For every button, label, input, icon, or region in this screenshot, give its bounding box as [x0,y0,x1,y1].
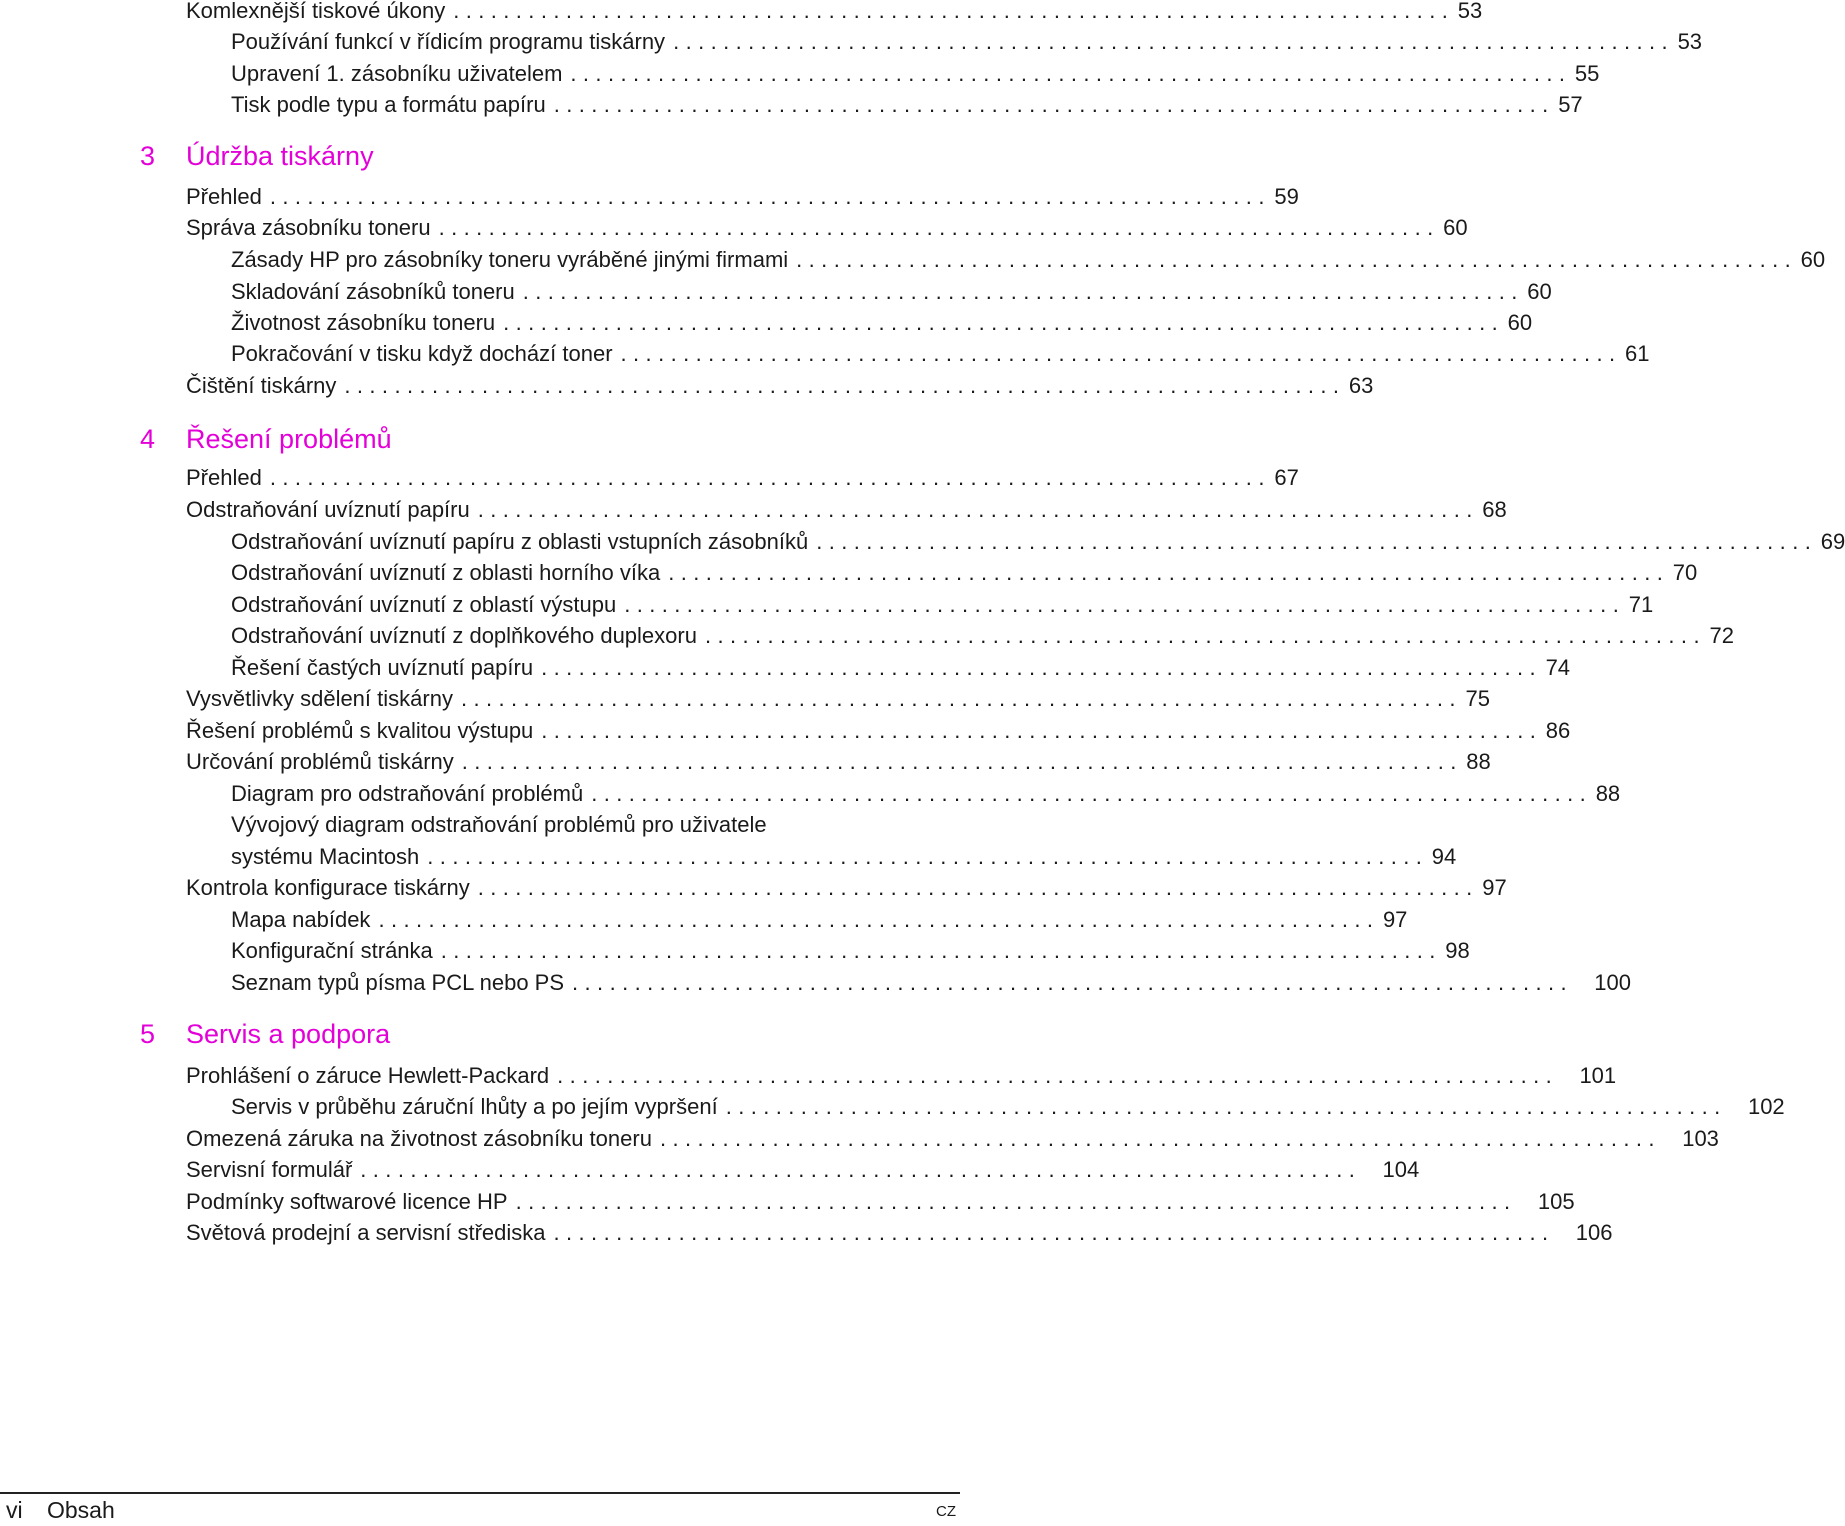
chapter-number: 5 [140,1019,156,1049]
dot-leader: ................................................................................ [557,1063,1559,1088]
chapter-number: 3 [140,141,156,171]
dot-leader: ................................................................................ [477,875,1479,900]
toc-entry[interactable] [231,277,1552,307]
footer-language-code: CZ [936,1503,956,1520]
dot-leader: ................................................................................ [624,592,1626,617]
toc-entry-label: Diagram pro odstraňování problémů [231,781,584,806]
toc-page-number: 104 [1382,1157,1420,1182]
chapter-heading [0,421,960,457]
toc-entry-label: Světová prodejní a servisní střediska [186,1220,546,1245]
dot-leader: ................................................................................ [620,341,1622,366]
toc-entry[interactable] [186,873,1507,903]
toc-entry[interactable] [231,621,1734,651]
toc-entry[interactable] [231,842,1457,872]
dot-leader: ................................................................................ [816,529,1818,554]
toc-entry-label: Odstraňování uvíznutí z oblastí výstupu [231,592,617,617]
dot-leader: ................................................................................ [360,1157,1362,1182]
dot-leader: ................................................................................ [796,247,1798,272]
dot-leader: ................................................................................ [344,373,1346,398]
toc-entry-label: Přehled [186,465,262,490]
footer-section-title: Obsah [47,1497,115,1523]
toc-page-number: 60 [1507,310,1533,335]
toc-entry[interactable] [231,936,1470,966]
toc-page-number: 75 [1465,686,1490,711]
toc-entry[interactable] [231,339,1650,369]
dot-leader: ................................................................................ [572,970,1574,995]
toc-entry-label: Přehled [186,184,262,209]
toc-entry-label: Vysvětlivky sdělení tiskárny [186,686,453,711]
toc-page-number: 63 [1348,373,1374,398]
toc-entry-label: Vývojový diagram odstraňování problémů pro uživatele [231,812,767,837]
chapter-heading [0,138,960,174]
chapter-number: 4 [140,424,156,454]
toc-entry-label: Mapa nabídek [231,907,371,932]
toc-page-number: 60 [1800,247,1826,272]
toc-entry[interactable] [231,653,1571,683]
toc-entry-label: Konfigurační stránka [231,938,433,963]
toc-page-number: 57 [1558,92,1583,117]
toc-entry-label: Zásady HP pro zásobníky toneru vyráběné jinými firmami [231,247,789,272]
toc-entry[interactable] [186,495,1507,525]
toc-page-number: 53 [1677,29,1703,54]
toc-page-number: 105 [1537,1189,1575,1214]
toc-entry-label: Skladování zásobníků toneru [231,279,515,304]
toc-entry[interactable] [231,905,1408,935]
toc-entry-label: Odstraňování uvíznutí papíru z oblasti vstupních zásobníků [231,529,809,554]
toc-page-number: 68 [1482,497,1507,522]
dot-leader: ................................................................................ [704,623,1706,648]
toc-entry-label: Pokračování v tisku když dochází toner [231,341,613,366]
dot-leader: ................................................................................ [378,907,1380,932]
dot-leader: ................................................................................ [460,686,1462,711]
toc-page-number: 103 [1682,1126,1719,1151]
toc-entry-label: Odstraňování uvíznutí papíru [186,497,470,522]
dot-leader: ................................................................................ [570,61,1572,86]
toc-entry-label: Řešení častých uvíznutí papíru [231,655,534,680]
toc-page-number: 102 [1747,1094,1785,1119]
toc-entry-label: Správa zásobníku toneru [186,215,431,240]
toc-page-number: 60 [1527,279,1552,304]
chapter-heading [0,1016,960,1052]
toc-entry-label: Prohlášení o záruce Hewlett-Packard [186,1063,550,1088]
dot-leader: ................................................................................ [659,1126,1661,1151]
dot-leader: ................................................................................ [725,1094,1727,1119]
toc-page-number: 55 [1574,61,1600,86]
toc-entry[interactable] [231,90,1583,120]
toc-page-number: 61 [1625,341,1650,366]
toc-entry-label: Životnost zásobníku toneru [231,310,496,335]
toc-entry-label: Omezená záruka na životnost zásobníku toneru [186,1126,652,1151]
dot-leader: ................................................................................ [438,215,1440,240]
dot-leader: ................................................................................ [515,1189,1517,1214]
toc-entry[interactable] [231,527,1845,557]
toc-entry[interactable] [231,245,1826,275]
toc-page-number: 97 [1382,907,1408,932]
chapter-title: Údržba tiskárny [186,141,374,171]
toc-page-number: 88 [1595,781,1621,806]
toc-page-number: 71 [1628,592,1654,617]
toc-page-number: 88 [1466,749,1491,774]
toc-page-number: 106 [1575,1220,1613,1245]
toc-entry[interactable] [186,463,1299,493]
toc-entry[interactable] [186,1218,1613,1248]
dot-leader: ................................................................................ [553,1220,1555,1245]
toc-entry[interactable] [231,590,1654,620]
toc-page-number: 86 [1545,718,1571,743]
toc-entry-label: Upravení 1. zásobníku uživatelem [231,61,563,86]
toc-entry[interactable] [186,747,1491,777]
toc-page-number: 101 [1579,1063,1617,1088]
dot-leader: ................................................................................ [673,29,1675,54]
toc-entry-label: Servis v průběhu záruční lhůty a po jejím vypršení [231,1094,718,1119]
dot-leader: ................................................................................ [522,279,1524,304]
toc-page-number: 67 [1274,465,1299,490]
dot-leader: ................................................................................ [427,844,1429,869]
toc-entry-label: Odstraňování uvíznutí z doplňkového duplexoru [231,623,697,648]
toc-entry-label: Kontrola konfigurace tiskárny [186,875,470,900]
dot-leader: ................................................................................ [477,497,1479,522]
dot-leader: ................................................................................ [453,0,1455,23]
toc-entry[interactable] [186,716,1571,746]
toc-entry[interactable] [231,558,1698,588]
toc-entry-label: Tisk podle typu a formátu papíru [231,92,546,117]
chapter-title: Servis a podpora [186,1019,391,1049]
dot-leader: ................................................................................ [541,655,1543,680]
toc-entry[interactable] [186,684,1490,714]
footer-rule [0,1492,960,1494]
toc-page-number: 98 [1445,938,1470,963]
toc-page-number: 97 [1482,875,1507,900]
dot-leader: ................................................................................ [553,92,1555,117]
toc-page-number: 60 [1443,215,1468,240]
toc-entry[interactable] [186,371,1374,401]
toc-entry-label: Řešení problémů s kvalitou výstupu [186,718,534,743]
toc-entry[interactable] [231,59,1600,89]
toc-entry[interactable] [231,308,1533,338]
toc-page-number: 59 [1274,184,1299,209]
toc-entry-label: Komlexnější tiskové úkony [186,0,446,23]
toc-entry-label: Určování problémů tiskárny [186,749,454,774]
toc-page-number: 69 [1820,529,1845,554]
toc-entry[interactable] [186,1155,1420,1185]
toc-entry-label: Seznam typů písma PCL nebo PS [231,970,565,995]
toc-entry[interactable] [186,0,1483,26]
dot-leader: ................................................................................ [541,718,1543,743]
toc-entry[interactable] [186,1061,1617,1091]
toc-entry-label: Podmínky softwarové licence HP [186,1189,508,1214]
toc-entry[interactable] [186,213,1468,243]
toc-entry-label: systému Macintosh [231,844,420,869]
toc-entry-label: Čištění tiskárny [186,373,337,398]
toc-entry-label: Používání funkcí v řídicím programu tiskárny [231,29,666,54]
toc-entry[interactable] [186,182,1299,212]
dot-leader: ................................................................................ [591,781,1593,806]
toc-page-number: 74 [1545,655,1571,680]
footer-page-number: vi [6,1497,23,1523]
toc-entry-label: Servisní formulář [186,1157,353,1182]
toc-page-number: 72 [1709,623,1734,648]
toc-entry[interactable] [231,1092,1785,1122]
toc-entry[interactable] [186,1187,1575,1217]
toc-page-number: 53 [1457,0,1483,23]
dot-leader: ................................................................................ [269,465,1271,490]
chapter-title: Řešení problémů [186,424,392,454]
toc-entry[interactable] [186,1124,1719,1154]
dot-leader: ................................................................................ [269,184,1271,209]
toc-page-number: 100 [1594,970,1632,995]
toc-entry[interactable] [231,968,1632,998]
toc-page-number: 70 [1672,560,1698,585]
dot-leader: ................................................................................ [503,310,1505,335]
toc-entry[interactable] [231,27,1703,57]
dot-leader: ................................................................................ [461,749,1463,774]
toc-entry[interactable] [231,779,1621,809]
toc-entry-continued[interactable] [231,810,956,840]
toc-page-number: 94 [1431,844,1457,869]
dot-leader: ................................................................................ [668,560,1670,585]
toc-entry-label: Odstraňování uvíznutí z oblasti horního víka [231,560,661,585]
dot-leader: ................................................................................ [440,938,1442,963]
